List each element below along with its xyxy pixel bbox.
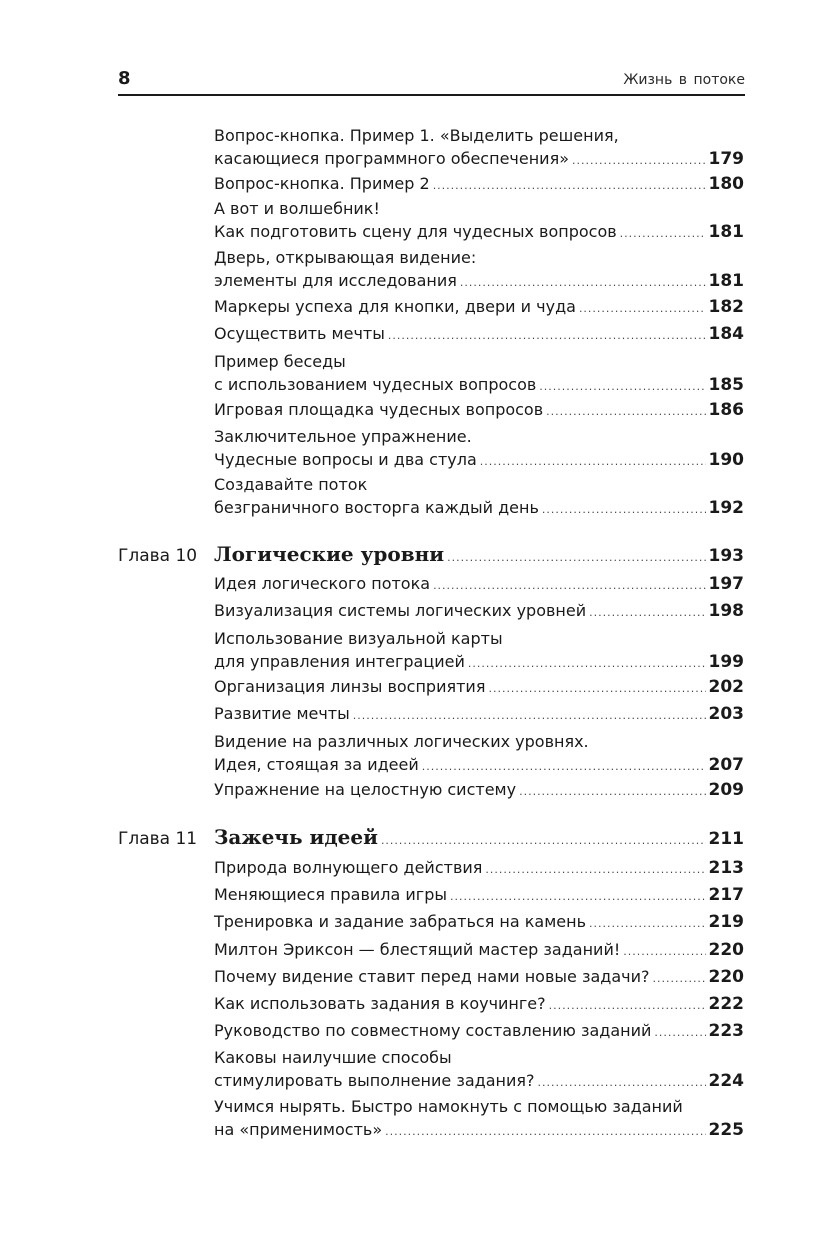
leader-dots (468, 652, 706, 675)
entry-line: Тренировка и задание забраться на камень (214, 912, 587, 931)
entry-page: 190 (708, 450, 744, 470)
entry-line: элементы для исследования (214, 271, 457, 290)
entry-line: Игровая площадка чудесных вопросов (214, 400, 544, 419)
entry-line: А вот и волшебник! (214, 199, 380, 218)
entry-page: 209 (708, 780, 744, 800)
toc-entry (214, 322, 744, 347)
entry-line: Каковы наилучшие способы (214, 1048, 452, 1067)
toc-entry (214, 910, 744, 935)
entry-line: стимулировать выполнение задания? (214, 1071, 535, 1090)
leader-dots (537, 1071, 705, 1094)
toc-entry (214, 702, 744, 727)
entry-page: 192 (708, 498, 744, 518)
leader-dots (572, 149, 706, 172)
running-title: Жизнь в потоке (623, 72, 745, 88)
chapter-title: Логические уровни (214, 542, 445, 566)
chapter-heading (118, 542, 744, 566)
entry-page: 220 (708, 940, 744, 960)
entry-page: 199 (708, 652, 744, 672)
entry-page: 184 (708, 324, 744, 344)
leader-dots (589, 601, 705, 624)
toc-entry (214, 938, 744, 963)
toc-entry (214, 246, 744, 294)
toc-entry (214, 965, 744, 990)
entry-page: 220 (708, 967, 744, 987)
entry-line: Руководство по совместному составлению заданий (214, 1021, 652, 1040)
entry-page: 222 (708, 994, 744, 1014)
entry-line: Пример беседы (214, 352, 346, 371)
leader-dots (542, 498, 706, 521)
chapter-heading (118, 825, 744, 849)
entry-page: 219 (708, 912, 744, 932)
leader-dots (388, 324, 706, 347)
chapter-label: Глава 11 (118, 829, 198, 849)
toc-entry (214, 172, 744, 197)
leader-dots (539, 375, 705, 398)
entry-line: Вопрос-кнопка. Пример 1. «Выделить решения, (214, 126, 619, 145)
entry-line: на «применимость» (214, 1120, 383, 1139)
chapter-label: Глава 10 (118, 546, 198, 566)
entry-page: 225 (708, 1120, 744, 1140)
toc-entry (214, 856, 744, 881)
toc-entry (214, 572, 744, 597)
entry-line: Чудесные вопросы и два стула (214, 450, 477, 469)
toc-entry (214, 124, 744, 172)
entry-page: 181 (708, 222, 744, 242)
entry-line: Идея, стоящая за идеей (214, 755, 419, 774)
leader-dots (447, 551, 705, 564)
leader-dots (652, 967, 705, 990)
entry-line: Идея логического потока (214, 574, 431, 593)
entry-line: Вопрос-кнопка. Пример 2 (214, 174, 430, 193)
entry-line: Милтон Эриксон — блестящий мастер заданий! (214, 940, 621, 959)
toc-entry (214, 350, 744, 398)
entry-line: безграничного восторга каждый день (214, 498, 539, 517)
entry-line: для управления интеграцией (214, 652, 465, 671)
entry-line: Маркеры успеха для кнопки, двери и чуда (214, 297, 576, 316)
leader-dots (549, 994, 706, 1017)
leader-dots (433, 174, 706, 197)
toc-entry (214, 599, 744, 624)
entry-page: 185 (708, 375, 744, 395)
entry-line: Как подготовить сцену для чудесных вопросов (214, 222, 617, 241)
entry-page: 213 (708, 858, 744, 878)
leader-dots (480, 450, 706, 473)
toc-entry (214, 398, 744, 423)
entry-line: Упражнение на целостную систему (214, 780, 517, 799)
entry-line: Заключительное упражнение. (214, 427, 472, 446)
toc-entry (214, 473, 744, 521)
entry-line: Видение на различных логических уровнях. (214, 732, 589, 751)
toc-entry (214, 675, 744, 700)
entry-line: Осуществить мечты (214, 324, 385, 343)
leader-dots (460, 271, 706, 294)
toc-entry (214, 627, 744, 675)
entry-line: Создавайте поток (214, 475, 368, 494)
toc-entry (214, 425, 744, 473)
entry-page: 197 (708, 574, 744, 594)
entry-page: 207 (708, 755, 744, 775)
entry-page: 223 (708, 1021, 744, 1041)
leader-dots (589, 912, 705, 935)
entry-line: Дверь, открывающая видение: (214, 248, 477, 267)
entry-page: 224 (708, 1071, 744, 1091)
toc-entry (214, 730, 744, 778)
leader-dots (519, 780, 705, 803)
leader-dots (623, 940, 705, 963)
entry-line: Использование визуальной карты (214, 629, 503, 648)
entry-line: Визуализация системы логических уровней (214, 601, 587, 620)
leader-dots (353, 704, 706, 727)
leader-dots (620, 222, 706, 245)
toc-entry (214, 992, 744, 1017)
chapter-page: 193 (708, 546, 744, 566)
entry-page: 181 (708, 271, 744, 291)
entry-line: Как использовать задания в коучинге? (214, 994, 546, 1013)
toc-entry (214, 197, 744, 245)
entry-line: Организация линзы восприятия (214, 677, 486, 696)
entry-line: Природа волнующего действия (214, 858, 483, 877)
chapter-title: Зажечь идеей (214, 825, 378, 849)
toc-entry (214, 1046, 744, 1094)
leader-dots (381, 834, 706, 847)
toc-entry (214, 883, 744, 908)
leader-dots (450, 885, 706, 908)
leader-dots (579, 297, 706, 320)
entry-line: с использованием чудесных вопросов (214, 375, 537, 394)
toc-entry (214, 778, 744, 803)
leader-dots (385, 1120, 705, 1143)
entry-line: Развитие мечты (214, 704, 350, 723)
leader-dots (433, 574, 705, 597)
entry-line: Учимся нырять. Быстро намокнуть с помощью заданий (214, 1097, 683, 1116)
entry-page: 186 (708, 400, 744, 420)
page-number: 8 (118, 68, 131, 89)
toc-entry (214, 1019, 744, 1044)
entry-line: касающиеся программного обеспечения» (214, 149, 569, 168)
leader-dots (485, 858, 705, 881)
entry-page: 203 (708, 704, 744, 724)
entry-page: 217 (708, 885, 744, 905)
page-header (118, 64, 745, 96)
entry-page: 179 (708, 149, 744, 169)
leader-dots (546, 400, 705, 423)
leader-dots (488, 677, 705, 700)
leader-dots (654, 1021, 705, 1044)
toc-entry (214, 1095, 744, 1143)
entry-page: 180 (708, 174, 744, 194)
entry-page: 198 (708, 601, 744, 621)
chapter-page: 211 (708, 829, 744, 849)
entry-line: Меняющиеся правила игры (214, 885, 447, 904)
toc-entry (214, 295, 744, 320)
entry-page: 202 (708, 677, 744, 697)
entry-line: Почему видение ставит перед нами новые задачи? (214, 967, 650, 986)
leader-dots (422, 755, 706, 778)
entry-page: 182 (708, 297, 744, 317)
